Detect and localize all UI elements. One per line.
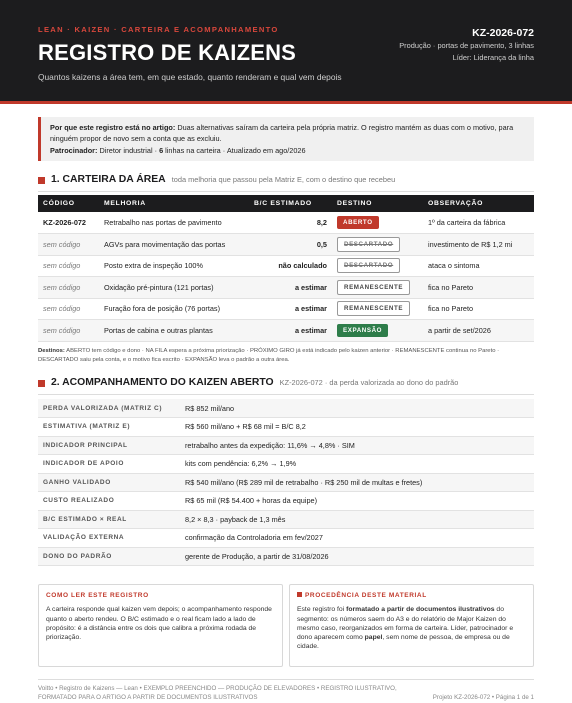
section-divider	[38, 394, 534, 395]
footer-divider	[38, 679, 534, 680]
how-to-read-text: A carteira responde qual kaizen vem depois; o acompanhamento responde quanto o aberto rendeu. O B/C estimado e o real ficam lado a lado de propósito: é a distância entre os dois que calibra a próxima rodada de priorização.	[46, 606, 272, 642]
row-key: ESTIMATIVA (MATRIZ E)	[38, 418, 180, 437]
footer-page-info: Projeto KZ-2026-072 • Página 1 de 1	[432, 694, 534, 701]
how-to-read-box	[38, 584, 283, 667]
row-improvement: AGVs para movimentação das portas	[99, 234, 249, 256]
row-bc: 0,5	[249, 234, 332, 256]
row-key: VALIDAÇÃO EXTERNA	[38, 529, 180, 548]
header-kicker: LEAN · KAIZEN · CARTEIRA E ACOMPANHAMENTO	[38, 25, 279, 34]
row-observation: 1º da carteira da fábrica	[423, 212, 534, 234]
table-row	[38, 298, 534, 320]
col-bc: B/C ESTIMADO	[249, 195, 332, 212]
table-row	[38, 492, 534, 511]
row-improvement: Portas de cabina e outras plantas	[99, 320, 249, 342]
header-meta-leader: Líder: Liderança da linha	[452, 53, 534, 62]
table-row	[38, 455, 534, 474]
section-marker	[38, 380, 45, 387]
row-value: confirmação da Controladoria em fev/2027	[180, 529, 534, 548]
row-bc: a estimar	[249, 298, 332, 320]
row-improvement: Oxidação pré-pintura (121 portas)	[99, 277, 249, 299]
status-badge: REMANESCENTE	[337, 301, 410, 316]
status-badge: DESCARTADO	[337, 237, 400, 252]
row-improvement: Posto extra de inspeção 100%	[99, 255, 249, 277]
sponsor-text-tail: linhas na carteira · Atualizado em ago/2026	[163, 146, 306, 155]
page-title: REGISTRO DE KAIZENS	[38, 40, 297, 65]
note-label: Por que este registro está no artigo:	[50, 123, 176, 132]
section-acompanhamento-title: 2. ACOMPANHAMENTO DO KAIZEN ABERTO	[51, 377, 274, 388]
section-acompanhamento-subtitle: · da perda valorizada ao dono do padrão	[322, 378, 459, 387]
provenance-text-part: Este registro foi	[297, 606, 347, 614]
table-row	[38, 418, 534, 437]
table-row	[38, 473, 534, 492]
legend-text: ABERTO tem código e dono · NA FILA espera a próxima priorização · PRÓXIMO GIRO já está indicado pelo kaizen anterior · REMANESCENTE continua no Pareto · DESCARTADO saiu pela conta, e o motivo fica escrito · EXPANSÃO leva o padrão a outra área.	[38, 348, 500, 363]
sponsor-label: Patrocinador:	[50, 146, 98, 155]
section-acompanhamento-code: KZ-2026-072	[279, 378, 323, 387]
row-value: R$ 852 mil/ano	[180, 399, 534, 418]
row-key: INDICADOR PRINCIPAL	[38, 436, 180, 455]
table-row	[38, 399, 534, 418]
row-bc: a estimar	[249, 320, 332, 342]
row-key: PERDA VALORIZADA (MATRIZ C)	[38, 399, 180, 418]
row-value: retrabalho antes da expedição: 11,6% → 4,8% · SIM	[180, 436, 534, 455]
row-improvement: Retrabalho nas portas de pavimento	[99, 212, 249, 234]
row-observation: fica no Pareto	[423, 277, 534, 299]
provenance-text-part: do segmento: os números saem do A3 e do relatório de Major Kaizen do mesmo caso, reorganizados em forma de carteira. Líder, patrocinador e dono aparecem como	[297, 606, 514, 642]
row-key: CUSTO REALIZADO	[38, 492, 180, 511]
row-observation: fica no Pareto	[423, 298, 534, 320]
note-paragraph	[50, 123, 525, 144]
page-header	[0, 0, 572, 101]
table-row	[38, 255, 534, 277]
table-row	[38, 510, 534, 529]
row-value: gerente de Produção, a partir de 31/08/2026	[180, 547, 534, 566]
col-observacao: OBSERVAÇÃO	[423, 195, 534, 212]
table-row	[38, 320, 534, 342]
footer-left: Voitto • Registro de Kaizens — Lean • EXEMPLO PREENCHIDO — PRODUÇÃO DE ELEVADORES • REGISTRO ILUSTRATIVO, FORMATADO PARA O ARTIGO A PARTIR DE DOCUMENTOS ILUSTRATIVOS	[38, 685, 397, 701]
legend-label: Destinos:	[38, 348, 65, 354]
col-codigo: CÓDIGO	[38, 195, 99, 212]
section-acompanhamento-heading	[38, 377, 534, 391]
table-row	[38, 212, 534, 234]
table-row	[38, 547, 534, 566]
table-row	[38, 436, 534, 455]
row-bc: não calculado	[249, 255, 332, 277]
acompanhamento-table	[38, 399, 534, 566]
row-value: R$ 560 mil/ano + R$ 68 mil = B/C 8,2	[180, 418, 534, 437]
row-code: sem código	[38, 277, 99, 299]
table-row	[38, 277, 534, 299]
provenance-title: PROCEDÊNCIA DESTE MATERIAL	[305, 592, 427, 599]
sponsor-count: 6	[159, 146, 164, 155]
status-badge: EXPANSÃO	[337, 324, 388, 337]
section-divider	[38, 191, 534, 192]
col-destino: DESTINO	[332, 195, 423, 212]
row-code: sem código	[38, 255, 99, 277]
section-marker	[38, 177, 45, 184]
how-to-read-title: COMO LER ESTE REGISTRO	[46, 592, 149, 599]
table-row	[38, 529, 534, 548]
row-code: KZ-2026-072	[38, 212, 99, 234]
carteira-header-row	[38, 195, 534, 212]
provenance-box	[289, 584, 534, 667]
status-badge: REMANESCENTE	[337, 280, 410, 295]
col-melhoria: MELHORIA	[99, 195, 249, 212]
row-observation: a partir de set/2026	[423, 320, 534, 342]
section-carteira-heading	[38, 174, 534, 188]
status-badge: DESCARTADO	[337, 258, 400, 273]
row-code: sem código	[38, 320, 99, 342]
row-value: 8,2 × 8,3 · payback de 1,3 mês	[180, 510, 534, 529]
provenance-marker	[297, 592, 302, 597]
note-text: Duas alternativas saíram da carteira pela própria matriz. O registro mantém as duas com o motivo, para ninguém propor de novo sem a conta que as excluiu.	[50, 123, 514, 143]
row-bc: 8,2	[249, 212, 332, 234]
row-value: kits com pendência: 6,2% → 1,9%	[180, 455, 534, 474]
provenance-text-emphasis: papel	[364, 634, 383, 642]
row-code: sem código	[38, 298, 99, 320]
article-note	[38, 117, 534, 161]
row-key: INDICADOR DE APOIO	[38, 455, 180, 474]
provenance-text-emphasis: formatado a partir de documentos ilustrativos	[346, 606, 495, 614]
destinos-legend	[38, 347, 534, 365]
row-value: R$ 540 mil/ano (R$ 289 mil de retrabalho · R$ 250 mil de multas e fretes)	[180, 473, 534, 492]
row-key: GANHO VALIDADO	[38, 473, 180, 492]
header-meta-scope: Produção · portas de pavimento, 3 linhas	[399, 41, 534, 50]
provenance-text	[297, 605, 526, 651]
provenance-text-part: , sem nome de pessoa, de empresa ou de cidade.	[297, 634, 510, 651]
row-bc: a estimar	[249, 277, 332, 299]
header-accent-line	[0, 101, 572, 104]
section-carteira-title: 1. CARTEIRA DA ÁREA	[51, 174, 166, 185]
sponsor-text: Diretor industrial ·	[99, 146, 160, 155]
row-code: sem código	[38, 234, 99, 256]
status-badge: ABERTO	[337, 216, 379, 229]
section-carteira-subtitle: toda melhoria que passou pela Matriz E, com o destino que recebeu	[171, 175, 396, 184]
project-code: KZ-2026-072	[472, 27, 534, 39]
row-key: B/C ESTIMADO × REAL	[38, 510, 180, 529]
row-improvement: Furação fora de posição (76 portas)	[99, 298, 249, 320]
row-value: R$ 65 mil (R$ 54.400 + horas da equipe)	[180, 492, 534, 511]
sponsor-line	[50, 146, 525, 157]
row-observation: investimento de R$ 1,2 mi	[423, 234, 534, 256]
row-key: DONO DO PADRÃO	[38, 547, 180, 566]
page-subtitle: Quantos kaizens a área tem, em que estado, quanto renderam e qual vem depois	[38, 72, 342, 82]
carteira-table	[38, 195, 534, 342]
table-row	[38, 234, 534, 256]
row-observation: ataca o sintoma	[423, 255, 534, 277]
